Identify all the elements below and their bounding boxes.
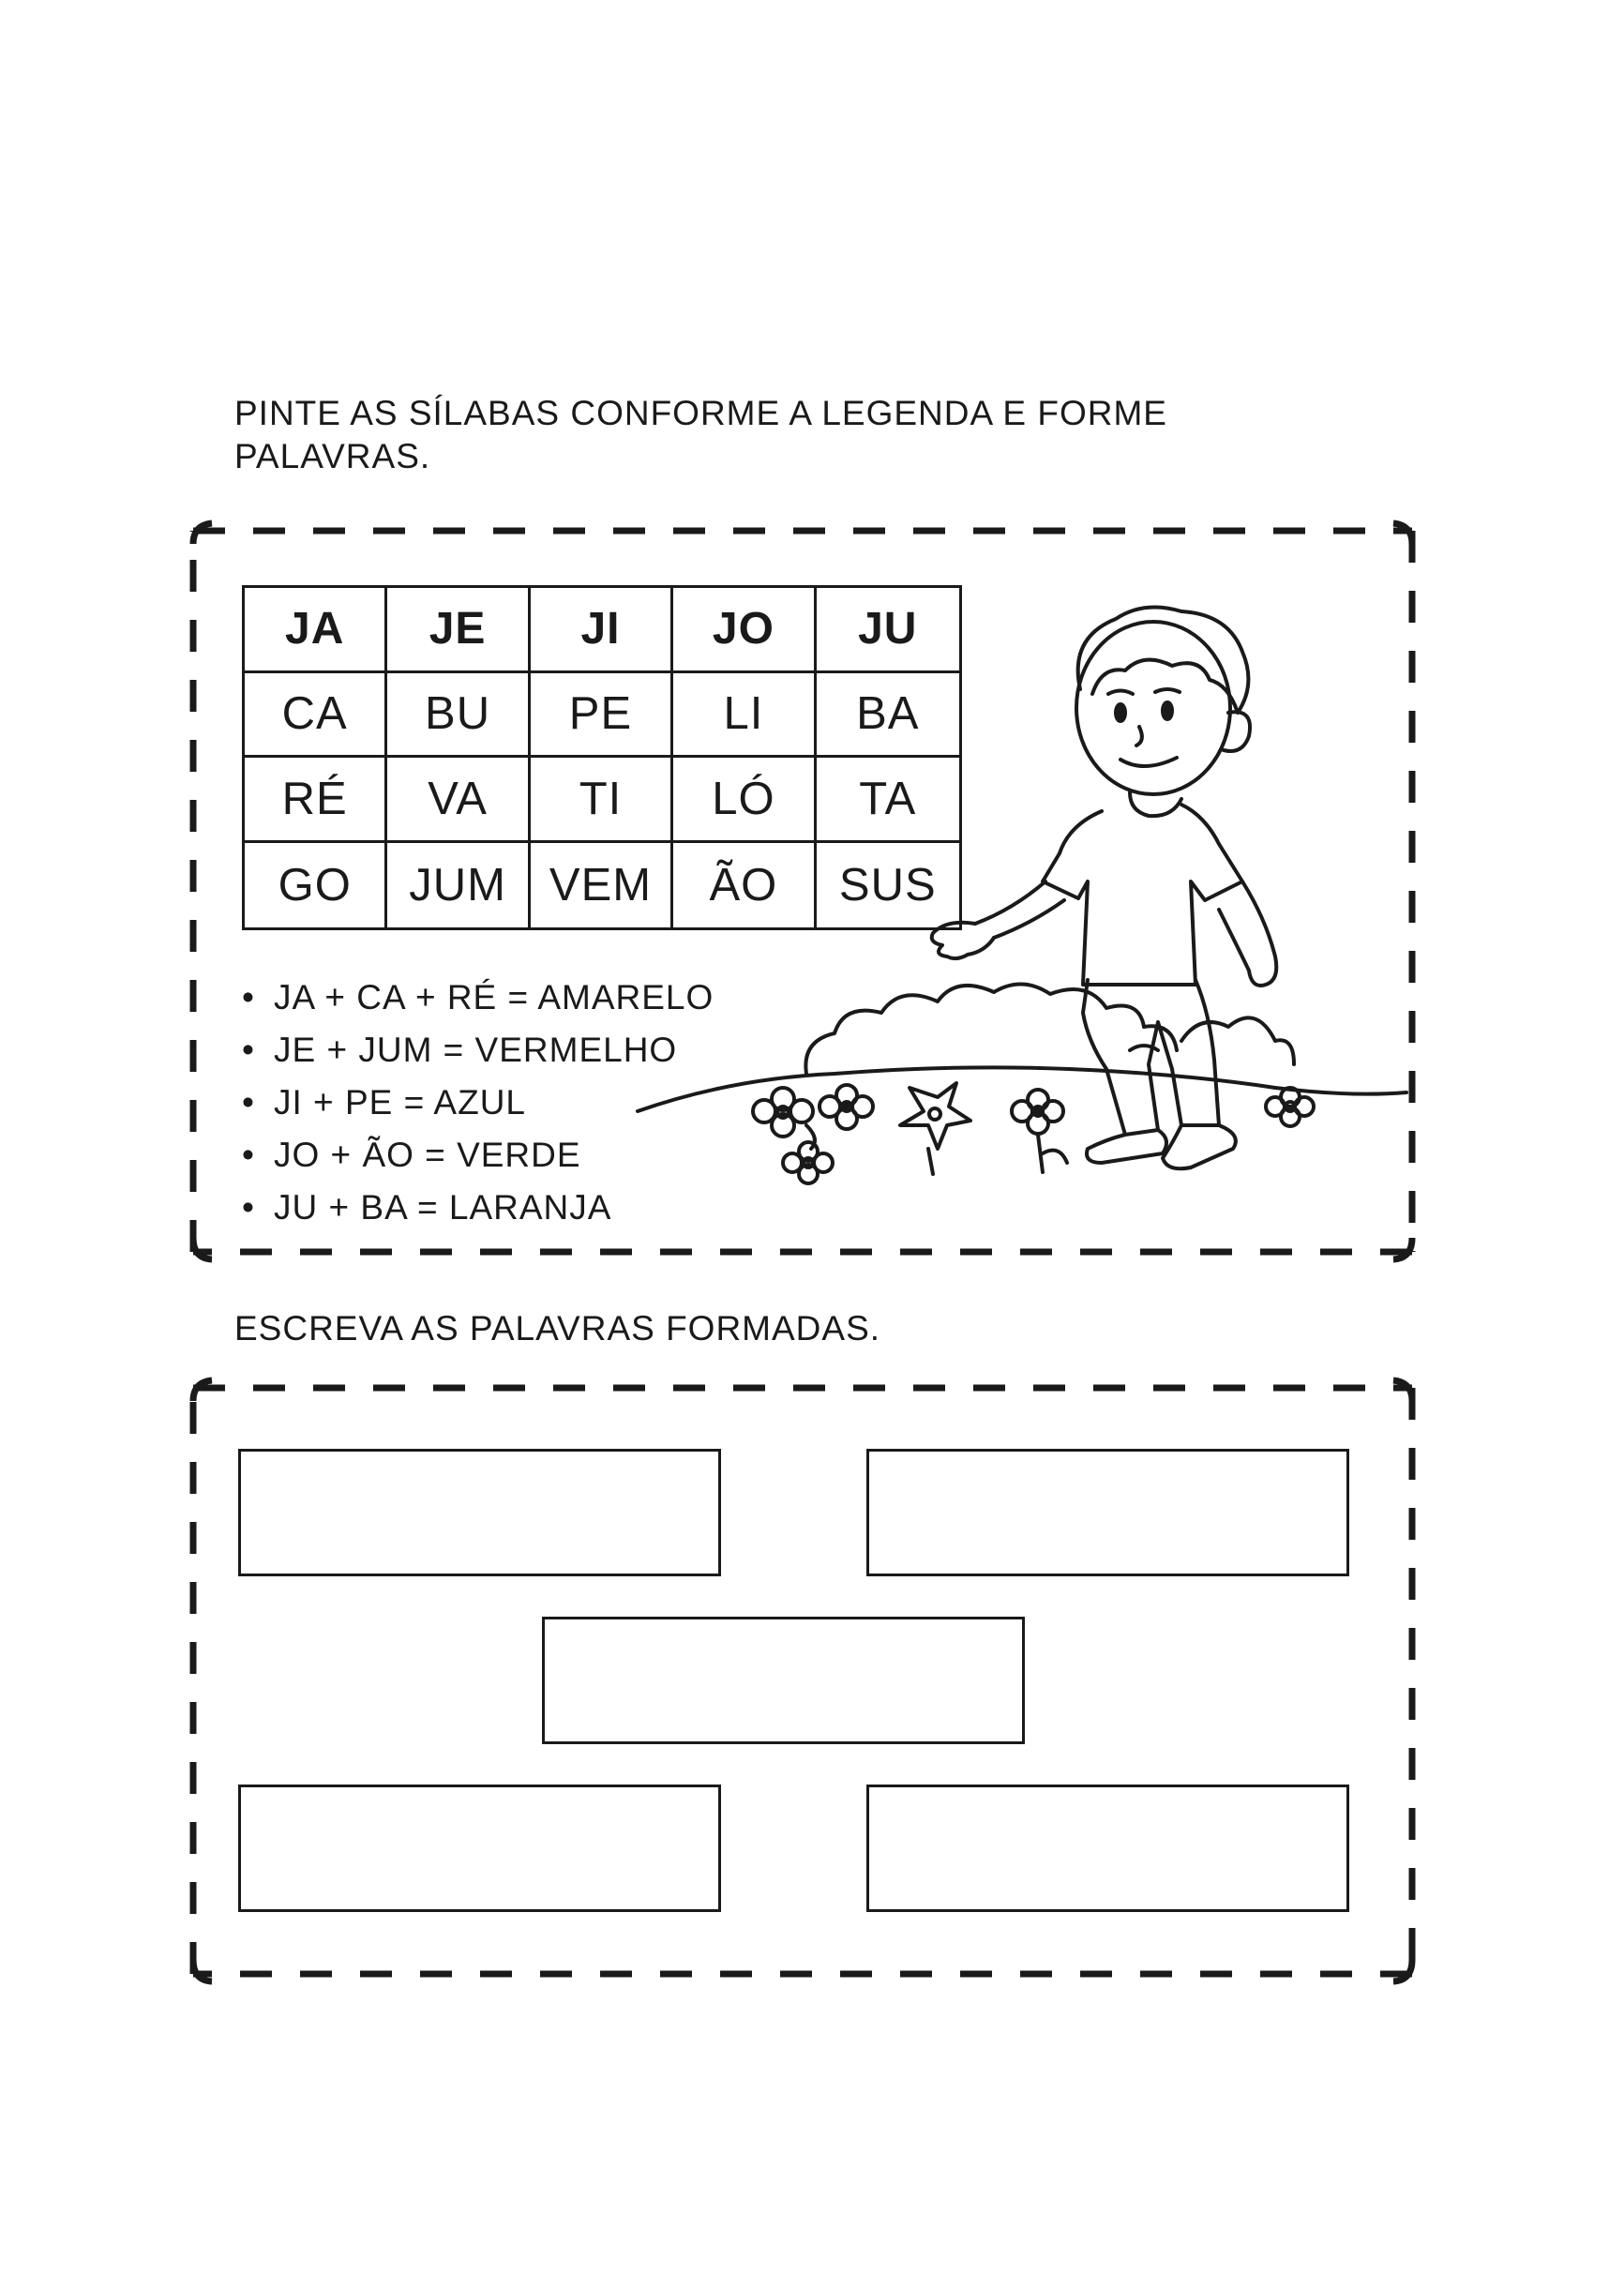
instruction-write-words: ESCREVA AS PALAVRAS FORMADAS. [234, 1309, 881, 1348]
syllable-cell[interactable]: VEM [531, 843, 673, 928]
syllable-cell[interactable]: BA [817, 673, 959, 759]
flower-icon [1012, 1090, 1067, 1172]
flower-icon [783, 1142, 833, 1183]
answer-box[interactable] [866, 1785, 1349, 1912]
flower-icon [753, 1088, 813, 1137]
flower-icon [900, 1083, 970, 1149]
answer-box[interactable] [866, 1449, 1349, 1576]
syllable-cell[interactable]: LI [673, 673, 816, 759]
legend-text: JU + BA = LARANJA [274, 1188, 612, 1227]
syllable-cell[interactable]: RÉ [245, 758, 387, 843]
syllable-cell[interactable]: TI [531, 758, 673, 843]
syllable-cell[interactable]: VA [387, 758, 530, 843]
syllable-cell[interactable]: SUS [838, 859, 937, 911]
syllable-cell[interactable]: CA [245, 673, 387, 759]
syllable-cell[interactable]: PE [531, 673, 673, 759]
flower-icon [1266, 1088, 1314, 1126]
bullet-icon: • [242, 1031, 255, 1069]
answer-box[interactable] [238, 1449, 721, 1576]
legend-text: JA + CA + RÉ = AMARELO [274, 978, 714, 1017]
bullet-icon: • [242, 1083, 255, 1122]
syllable-cell[interactable]: JUM [387, 843, 530, 928]
answer-box[interactable] [238, 1785, 721, 1912]
grid-header-cell[interactable]: JO [673, 588, 816, 673]
bullet-icon: • [242, 1188, 255, 1227]
syllable-cell[interactable]: TA [817, 758, 959, 843]
legend-text: JO + ÃO = VERDE [274, 1136, 581, 1174]
syllable-cell[interactable]: ÃO [673, 843, 816, 928]
instruction-paint-syllables: PINTE AS SÍLABAS CONFORME A LEGENDA E FORME PALAVRAS. [234, 394, 1167, 475]
syllable-cell[interactable]: BU [387, 673, 530, 759]
legend-text: JI + PE = AZUL [274, 1083, 527, 1122]
grid-header-cell[interactable]: JU [817, 588, 959, 673]
bullet-icon: • [242, 1136, 255, 1174]
syllable-cell[interactable]: GO [245, 843, 387, 928]
answer-box[interactable] [542, 1617, 1025, 1744]
grid-header-cell[interactable]: JE [387, 588, 530, 673]
flower-icon [820, 1085, 873, 1129]
syllable-cell[interactable]: LÓ [673, 758, 816, 843]
grid-header-cell[interactable]: JI [531, 588, 673, 673]
legend-text: JE + JUM = VERMELHO [274, 1031, 678, 1069]
bullet-icon: • [242, 978, 255, 1017]
grid-header-cell[interactable]: JA [245, 588, 387, 673]
boy-in-garden-illustration [619, 600, 1416, 1238]
